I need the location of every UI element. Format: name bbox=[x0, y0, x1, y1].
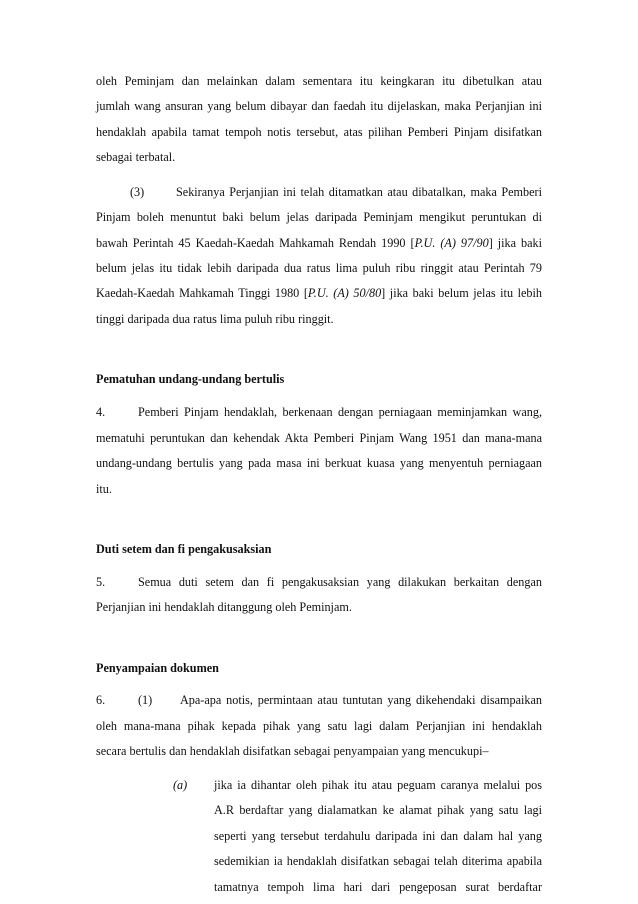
text-line: undang-undang bertulis yang pada masa ini berkuat kuasa yang menyentuh perniagaan bbox=[96, 456, 542, 470]
text-fragment: Semua duti setem dan fi pengakusaksian yang dilakukan berkaitan dengan bbox=[138, 575, 542, 589]
item-label: (a) bbox=[173, 778, 188, 792]
clause-number: (1) bbox=[138, 693, 153, 707]
section-heading: Duti setem dan fi pengakusaksian bbox=[96, 542, 272, 556]
item-text-line: seperti yang tersebut terdahulu daripada ini dan dalam hal yang bbox=[214, 829, 542, 843]
text-line: itu. bbox=[96, 482, 112, 496]
text-fragment: bawah Perintah 45 Kaedah-Kaedah Mahkamah Rendah 1990 [P.U. (A) 97/90] jika baki bbox=[96, 236, 543, 250]
text-line: oleh Peminjam dan melainkan dalam sementara itu keingkaran itu dibetulkan atau bbox=[96, 74, 542, 88]
section-5-first-line bbox=[96, 574, 542, 590]
text-fragment: Pinjam boleh menuntut baki belum jelas daripada Peminjam mengikut peruntukan di bbox=[96, 210, 542, 224]
text-line: secara bertulis dan hendaklah disifatkan sebagai penyampaian yang mencukupi– bbox=[96, 744, 489, 758]
text-fragment: Sekiranya Perjanjian ini telah ditamatkan atau dibatalkan, maka Pemberi bbox=[176, 185, 542, 199]
text-fragment: Kaedah-Kaedah Mahkamah Tinggi 1980 [P.U. (A) 50/80] jika baki belum jelas itu lebih bbox=[96, 286, 542, 300]
clause-number: (3) bbox=[130, 185, 145, 199]
text-line: tinggi daripada dua ratus lima puluh ribu ringgit. bbox=[96, 312, 334, 326]
text-line: oleh mana-mana pihak kepada pihak yang satu lagi dalam Perjanjian ini hendaklah bbox=[96, 719, 542, 733]
section-number: 6. bbox=[96, 693, 106, 707]
text-fragment: Apa-apa notis, permintaan atau tuntutan yang dikehendaki disampaikan bbox=[180, 693, 542, 707]
text-line: sebagai terbatal. bbox=[96, 150, 176, 164]
section-4-first-line bbox=[96, 404, 542, 420]
text-line: belum jelas itu tidak lebih daripada dua ratus lima puluh ribu ringgit atau Perintah 79 bbox=[96, 261, 542, 275]
item-text-line: tamatnya tempoh lima hari dari pengeposan surat berdaftar bbox=[214, 880, 542, 894]
text-line bbox=[96, 209, 542, 225]
text-line bbox=[96, 235, 542, 251]
section-number: 5. bbox=[96, 575, 106, 589]
item-text-line: sedemikian ia hendaklah disifatkan sebagai telah diterima apabila bbox=[214, 854, 542, 868]
text-line bbox=[96, 285, 542, 301]
text-line: mematuhi peruntukan dan kehendak Akta Pemberi Pinjam Wang 1951 dan mana-mana bbox=[96, 431, 542, 445]
text-line: Perjanjian ini hendaklah ditanggung oleh Peminjam. bbox=[96, 600, 352, 614]
text-line: hendaklah apabila tamat tempoh notis tersebut, atas pilihan Pemberi Pinjam disifatkan bbox=[96, 125, 542, 139]
section-heading: Penyampaian dokumen bbox=[96, 661, 219, 675]
item-text-line: A.R berdaftar yang dialamatkan ke alamat pihak yang satu lagi bbox=[214, 803, 542, 817]
section-6-first-line bbox=[96, 692, 542, 708]
section-heading: Pematuhan undang-undang bertulis bbox=[96, 372, 285, 386]
text-line: jumlah wang ansuran yang belum dibayar dan faedah itu dijelaskan, maka Perjanjian ini bbox=[96, 99, 542, 113]
section-number: 4. bbox=[96, 405, 106, 419]
clause-3-first-line bbox=[130, 184, 542, 200]
text-fragment: Pemberi Pinjam hendaklah, berkenaan dengan perniagaan meminjamkan wang, bbox=[138, 405, 542, 419]
item-text-line: jika ia dihantar oleh pihak itu atau peguam caranya melalui pos bbox=[214, 778, 542, 792]
